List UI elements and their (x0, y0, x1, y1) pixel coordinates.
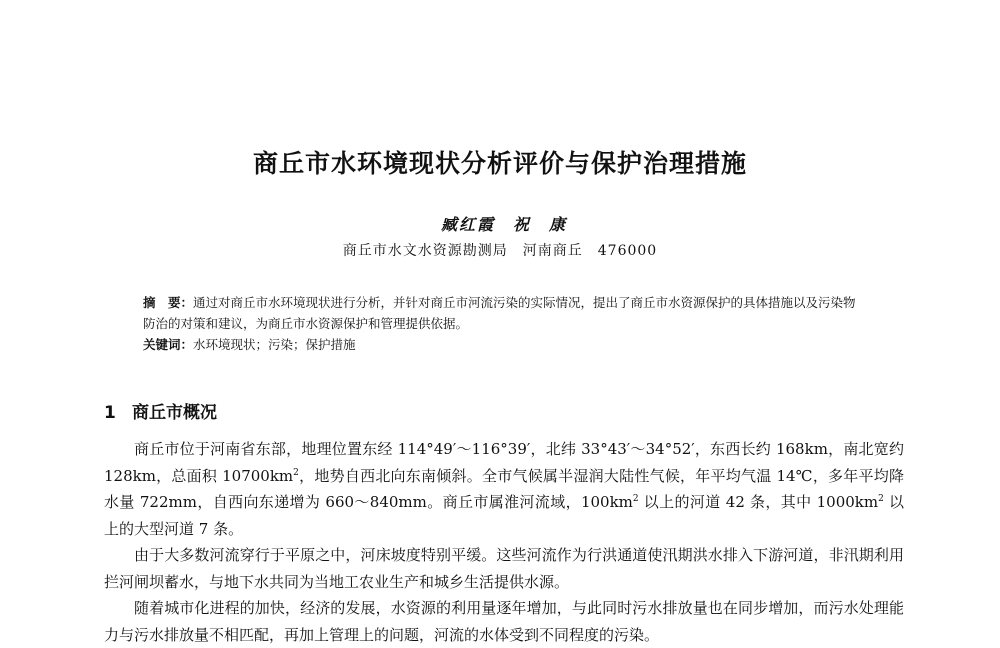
abstract (143, 292, 863, 334)
paragraph (104, 436, 904, 542)
abstract-label: 摘 要： (143, 295, 194, 310)
paper-title: 商丘市水环境现状分析评价与保护治理措施 (252, 149, 747, 178)
affiliation: 商丘市水文水资源勘测局 河南商丘 476000 (342, 243, 658, 259)
paragraph-text: 以上的大型河道 7 条。 (104, 493, 904, 538)
paragraph-text: 商丘市位于河南省东部，地理位置东经 114°49′～116°39′，北纬 33°43′～34°52′，东西长约 168km，南北宽约 128km，总面积 10700km (104, 440, 904, 485)
keywords (143, 334, 863, 355)
paragraph-text: 以上的河道 42 条，其中 1000km (638, 493, 879, 511)
section-number: 1 (104, 403, 116, 423)
keywords-text: 水环境现状；污染；保护措施 (193, 337, 356, 352)
section-body (104, 436, 904, 648)
abstract-text: 通过对商丘市水环境现状进行分析，并针对商丘市河流污染的实际情况，提出了商丘市水资源保护的具体措施以及污染物防治的对策和建议，为商丘市水资源保护和管理提供依据。 (143, 295, 856, 331)
paragraph: 由于大多数河流穿行于平原之中，河床坡度特别平缓。这些河流作为行洪通道使汛期洪水排入下游河道，非汛期利用拦河闸坝蓄水，与地下水共同为当地工农业生产和城乡生活提供水源。 (104, 546, 904, 591)
authors: 臧红霞 祝 康 (440, 215, 567, 234)
section-heading (104, 398, 217, 423)
paragraph: 随着城市化进程的加快，经济的发展，水资源的利用量逐年增加，与此同时污水排放量也在同步增加，而污水处理能力与污水排放量不相匹配，再加上管理上的问题，河流的水体受到不同程度的污染。 (104, 599, 904, 644)
superscript: 2 (293, 467, 299, 478)
abstract-block (143, 292, 863, 355)
section-title: 商丘市概况 (132, 403, 217, 423)
superscript: 2 (632, 494, 639, 504)
paragraph-text: ，地势自西北向东南倾斜。全市气候属半湿润大陆性气候，年平均气温 14℃，多年平均降水量 722mm，自西向东递增为 660～840mm。商丘市属淮河流域，100km (104, 466, 905, 511)
superscript: 2 (878, 494, 884, 504)
keywords-label: 关键词： (143, 337, 194, 352)
